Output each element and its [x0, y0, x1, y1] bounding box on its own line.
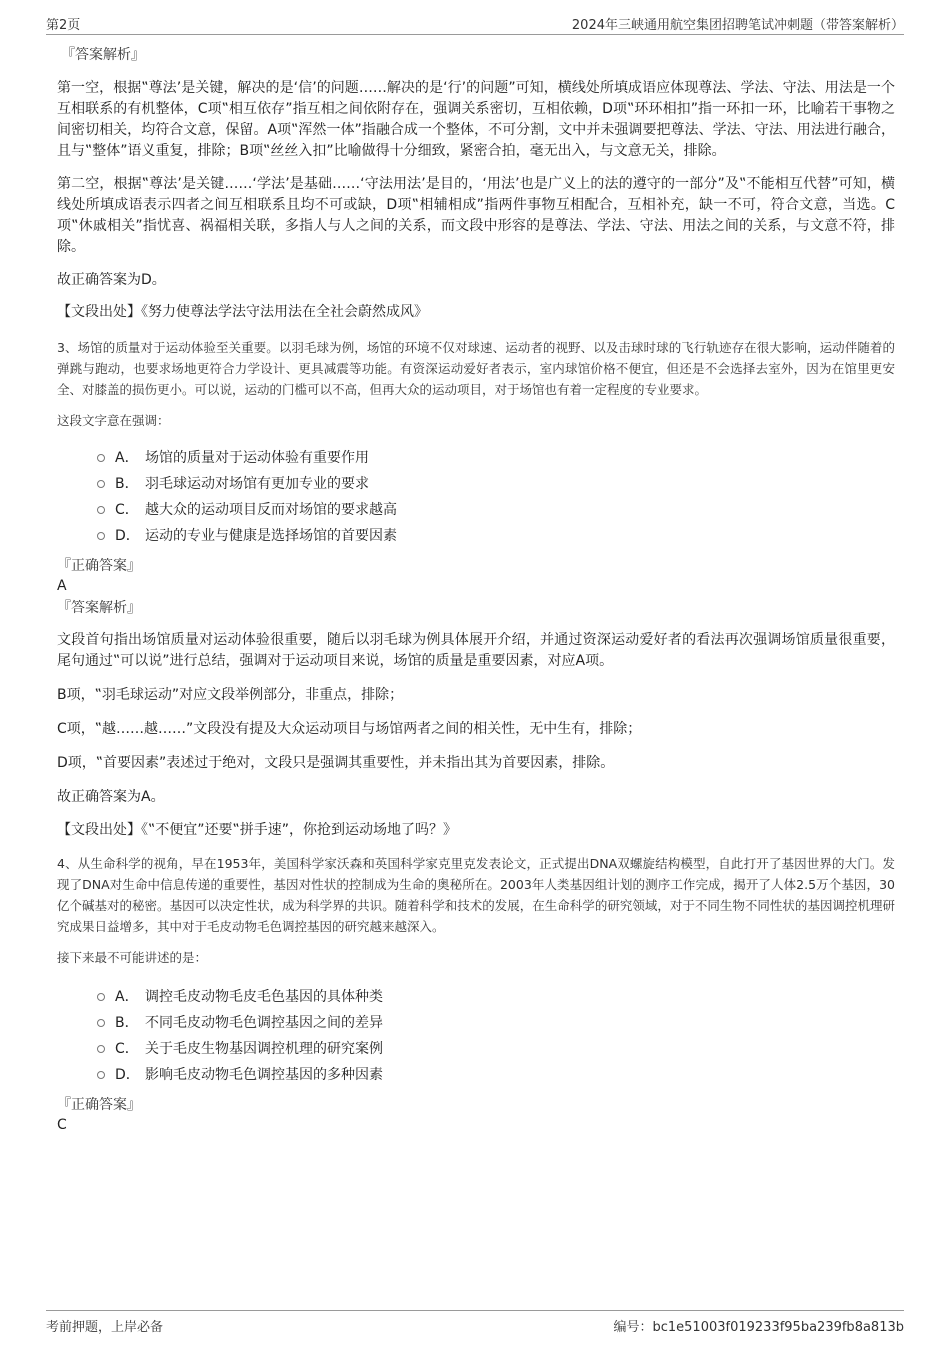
- option-d[interactable]: D． 运动的专业与健康是选择场馆的首要因素: [97, 523, 895, 549]
- question-prompt: 这段文字意在强调：: [57, 413, 170, 428]
- radio-icon[interactable]: [97, 480, 105, 488]
- correct-answer: C: [57, 1117, 67, 1133]
- radio-icon[interactable]: [97, 1019, 105, 1027]
- question-stem: 4、从生命科学的视角，早在1953年，美国科学家沃森和英国科学家克里克发表论文，正式提出DNA双螺旋结构模型，自此打开了基因世界的大门。发现了DNA对生命中信息传递的重要性，基因对性状的控制成为生命的奥秘所在。2003年人类基因组计划的测序工作完成，揭开了人体2.5万个基因，30亿个碱基对的秘密。基因可以决定性状，成为科学界的共识。随着科学和技术的发展，在生命科学的研究领域，对于不同生物不同性状的基因调控机理研究成果日益增多，其中对于毛皮动物毛色调控基因的研究越来越深入。: [57, 856, 895, 934]
- option-b[interactable]: B． 不同毛皮动物毛色调控基因之间的差异: [97, 1010, 895, 1036]
- correct-answer-label: 『正确答案』: [57, 1097, 141, 1113]
- radio-icon[interactable]: [97, 454, 105, 462]
- option-d[interactable]: D． 影响毛皮动物毛色调控基因的多种因素: [97, 1062, 895, 1088]
- analysis-conclusion: 故正确答案为A。: [57, 789, 165, 805]
- page-header: [46, 12, 904, 35]
- options-list: [97, 445, 895, 549]
- analysis-paragraph: 第二空，根据‟尊法’是关键……‘学法’是基础……‘守法用法’是目的，‘用法’也是广义上的法的遵守的一部分”及‟不能相互代替”可知，横线处所填成语表示四者之间互相联系且均不可或缺，D项‟相辅相成”指两件事物互相配合，互相补充，缺一不可，符合文意，当选。C项‟休戚相关”指忧喜、祸福相关联，多指人与人之间的关系，而文段中形容的是尊法、学法、守法、用法之间的关系，与文意不符，排除。: [57, 176, 895, 255]
- question-stem: 3、场馆的质量对于运动体验至关重要。以羽毛球为例，场馆的环境不仅对球速、运动者的视野、以及击球时球的飞行轨迹存在很大影响，运动伴随着的弹跳与跑动，也要求场地更符合力学设计、更具减震等功能。有资深运动爱好者表示，室内球馆价格不便宜，但还是不会选择去室外，因为在馆里更安全、对膝盖的损伤更小。可以说，运动的门槛可以不高，但再大众的运动项目，对于场馆也有着一定程度的专业要求。: [57, 340, 895, 397]
- page-footer: [46, 1310, 904, 1333]
- question-prompt: 接下来最不可能讲述的是：: [57, 950, 208, 965]
- correct-answer: A: [57, 578, 67, 594]
- radio-icon[interactable]: [97, 506, 105, 514]
- option-b[interactable]: B． 羽毛球运动对场馆有更加专业的要求: [97, 471, 895, 497]
- document-title: 2024年三峡通用航空集团招聘笔试冲刺题（带答案解析）: [571, 18, 904, 33]
- passage-source: 【文段出处】《努力使尊法学法守法用法在全社会蔚然成风》: [57, 304, 428, 320]
- analysis-paragraph: 第一空，根据‟尊法’是关键，解决的是‘信’的问题……解决的是‘行’的问题”可知，横线处所填成语应体现尊法、学法、守法、用法是一个互相联系的有机整体，C项‟相互依存”指互相之间依附存在，强调关系密切，互相依赖，D项‟环环相扣”指一环扣一环，比喻若干事物之间密切相关，均符合文意，保留。A项‟浑然一体”指融合成一个整体，不可分割，文中并未强调要把尊法、学法、守法、用法进行融合，且与‟整体”语义重复，排除；B项‟丝丝入扣”比喻做得十分细致，紧密合拍，毫无出入，与文意无关，排除。: [57, 80, 895, 159]
- analysis-label: 『答案解析』: [61, 47, 145, 63]
- page-number: 第2页: [46, 18, 81, 33]
- document-body: [57, 44, 895, 1134]
- footer-slogan: 考前押题，上岸必备: [46, 1320, 164, 1335]
- radio-icon[interactable]: [97, 1071, 105, 1079]
- option-c[interactable]: C． 越大众的运动项目反而对场馆的要求越高: [97, 497, 895, 523]
- option-a[interactable]: A． 调控毛皮动物毛皮毛色基因的具体种类: [97, 984, 895, 1010]
- radio-icon[interactable]: [97, 993, 105, 1001]
- options-list: [97, 984, 895, 1088]
- document-id: 编号：bc1e51003f019233f95ba239fb8a813b: [613, 1320, 904, 1335]
- correct-answer-label: 『正确答案』: [57, 558, 141, 574]
- radio-icon[interactable]: [97, 532, 105, 540]
- analysis-paragraph: D项，‟首要因素”表述过于绝对，文段只是强调其重要性，并未指出其为首要因素，排除。: [57, 755, 615, 771]
- option-a[interactable]: A． 场馆的质量对于运动体验有重要作用: [97, 445, 895, 471]
- radio-icon[interactable]: [97, 1045, 105, 1053]
- analysis-paragraph: C项，‟越……越……”文段没有提及大众运动项目与场馆两者之间的相关性，无中生有，排除；: [57, 721, 642, 737]
- analysis-conclusion: 故正确答案为D。: [57, 272, 166, 288]
- analysis-paragraph: B项，‟羽毛球运动”对应文段举例部分，非重点，排除；: [57, 687, 404, 703]
- analysis-paragraph: 文段首句指出场馆质量对运动体验很重要，随后以羽毛球为例具体展开介绍，并通过资深运动爱好者的看法再次强调场馆质量很重要，尾句通过‟可以说”进行总结，强调对于运动项目来说，场馆的质量是重要因素，对应A项。: [57, 632, 895, 669]
- analysis-label: 『答案解析』: [57, 600, 141, 616]
- passage-source: 【文段出处】《‟不便宜”还要‟拼手速”，你抢到运动场地了吗？》: [57, 822, 458, 838]
- option-c[interactable]: C． 关于毛皮生物基因调控机理的研究案例: [97, 1036, 895, 1062]
